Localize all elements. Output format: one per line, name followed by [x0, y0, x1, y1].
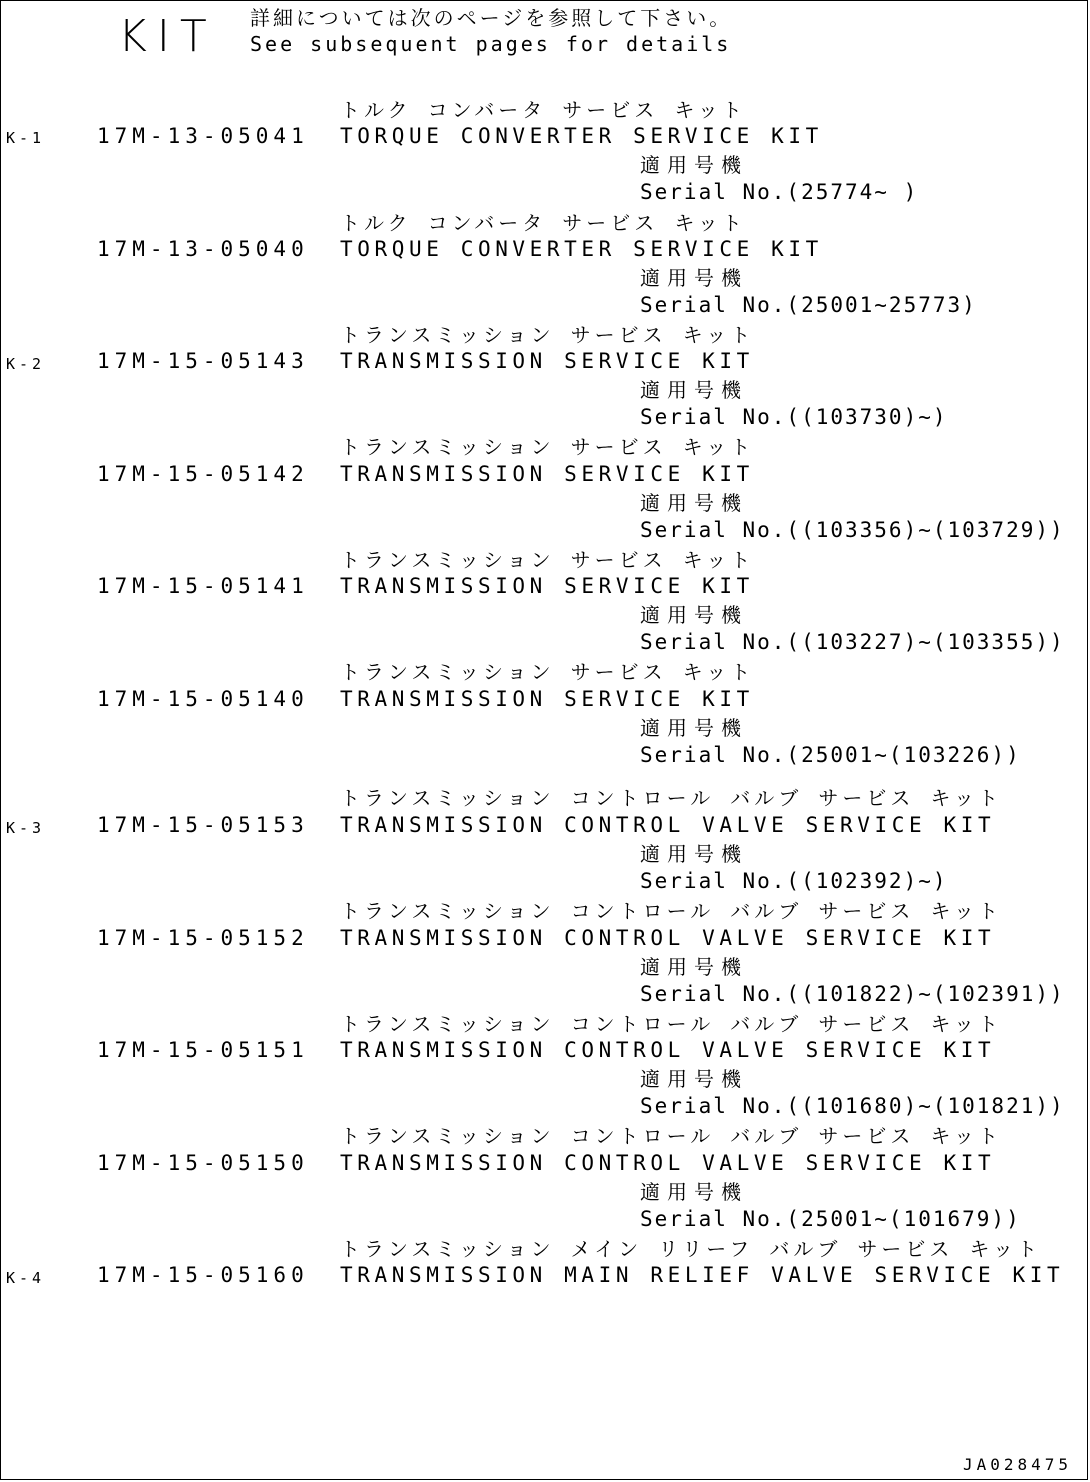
- entry-applicable-label: 適用号機: [640, 378, 748, 402]
- entry-name-jp: トランスミッション サービス キット: [340, 660, 755, 684]
- drawing-code: JA028475: [963, 1455, 1073, 1474]
- header-note-english: See subsequent pages for details: [250, 32, 732, 56]
- entry-applicable-label: 適用号機: [640, 603, 748, 627]
- entry-applicable-label: 適用号機: [640, 1180, 748, 1204]
- entry-applicable-label: 適用号機: [640, 842, 748, 866]
- entry-name-jp: トルク コンバータ サービス キット: [340, 211, 746, 235]
- entry-part-number: 17M-15-05143: [97, 349, 309, 373]
- entry-part-number: 17M-15-05150: [97, 1151, 309, 1175]
- entry-applicable-label: 適用号機: [640, 955, 748, 979]
- entry-applicable-label: 適用号機: [640, 716, 748, 740]
- entry-applicable-label: 適用号機: [640, 266, 748, 290]
- entry-name-jp: トランスミッション コントロール バルブ サービス キット: [340, 1124, 1002, 1148]
- entry-applicable-label: 適用号機: [640, 153, 748, 177]
- entry-ref: K-3: [6, 819, 46, 837]
- entry-serial: Serial No.(25774~ ): [640, 180, 919, 204]
- entry-part-number: 17M-15-05152: [97, 926, 309, 950]
- entry-name-jp: トランスミッション サービス キット: [340, 323, 755, 347]
- entry-name-en: TRANSMISSION CONTROL VALVE SERVICE KIT: [340, 926, 996, 950]
- entry-part-number: 17M-15-05153: [97, 813, 309, 837]
- entry-ref: K-4: [6, 1269, 46, 1287]
- entry-name-jp: トランスミッション コントロール バルブ サービス キット: [340, 1012, 1002, 1036]
- entry-name-jp: トランスミッション コントロール バルブ サービス キット: [340, 786, 1002, 810]
- entry-serial: Serial No.(25001~(101679)): [640, 1207, 1021, 1231]
- entry-ref: K-1: [6, 129, 46, 147]
- page-title: KIT: [118, 11, 217, 62]
- entry-applicable-label: 適用号機: [640, 491, 748, 515]
- entry-serial: Serial No.((103227)~(103355)): [640, 630, 1065, 654]
- entry-serial: Serial No.((103356)~(103729)): [640, 518, 1065, 542]
- entry-name-en: TRANSMISSION CONTROL VALVE SERVICE KIT: [340, 1151, 996, 1175]
- entry-name-en: TRANSMISSION SERVICE KIT: [340, 687, 754, 711]
- entry-name-jp: トランスミッション コントロール バルブ サービス キット: [340, 899, 1002, 923]
- entry-name-jp: トルク コンバータ サービス キット: [340, 98, 746, 122]
- entry-part-number: 17M-15-05141: [97, 574, 309, 598]
- entry-part-number: 17M-13-05040: [97, 237, 309, 261]
- entry-serial: Serial No.(25001~(103226)): [640, 743, 1021, 767]
- entry-serial: Serial No.(25001~25773): [640, 293, 977, 317]
- entry-part-number: 17M-15-05151: [97, 1038, 309, 1062]
- entry-name-en: TRANSMISSION SERVICE KIT: [340, 349, 754, 373]
- entry-name-en: TRANSMISSION CONTROL VALVE SERVICE KIT: [340, 1038, 996, 1062]
- entry-name-en: TRANSMISSION SERVICE KIT: [340, 462, 754, 486]
- entry-name-en: TORQUE CONVERTER SERVICE KIT: [340, 237, 823, 261]
- entry-name-jp: トランスミッション メイン リリーフ バルブ サービス キット: [340, 1237, 1042, 1261]
- entry-name-en: TRANSMISSION SERVICE KIT: [340, 574, 754, 598]
- entry-part-number: 17M-15-05142: [97, 462, 309, 486]
- entry-serial: Serial No.((102392)~): [640, 869, 948, 893]
- entry-part-number: 17M-13-05041: [97, 124, 309, 148]
- header-note-japanese: 詳細については次のページを参照して下さい。: [250, 6, 733, 30]
- entry-serial: Serial No.((101680)~(101821)): [640, 1094, 1065, 1118]
- entry-serial: Serial No.((103730)~): [640, 405, 948, 429]
- entry-name-en: TRANSMISSION CONTROL VALVE SERVICE KIT: [340, 813, 996, 837]
- entry-name-en: TRANSMISSION MAIN RELIEF VALVE SERVICE KIT: [340, 1263, 1065, 1287]
- entry-name-jp: トランスミッション サービス キット: [340, 548, 755, 572]
- entry-applicable-label: 適用号機: [640, 1067, 748, 1091]
- entry-part-number: 17M-15-05160: [97, 1263, 309, 1287]
- entry-serial: Serial No.((101822)~(102391)): [640, 982, 1065, 1006]
- entry-name-jp: トランスミッション サービス キット: [340, 435, 755, 459]
- entry-name-en: TORQUE CONVERTER SERVICE KIT: [340, 124, 823, 148]
- entry-part-number: 17M-15-05140: [97, 687, 309, 711]
- entry-ref: K-2: [6, 355, 46, 373]
